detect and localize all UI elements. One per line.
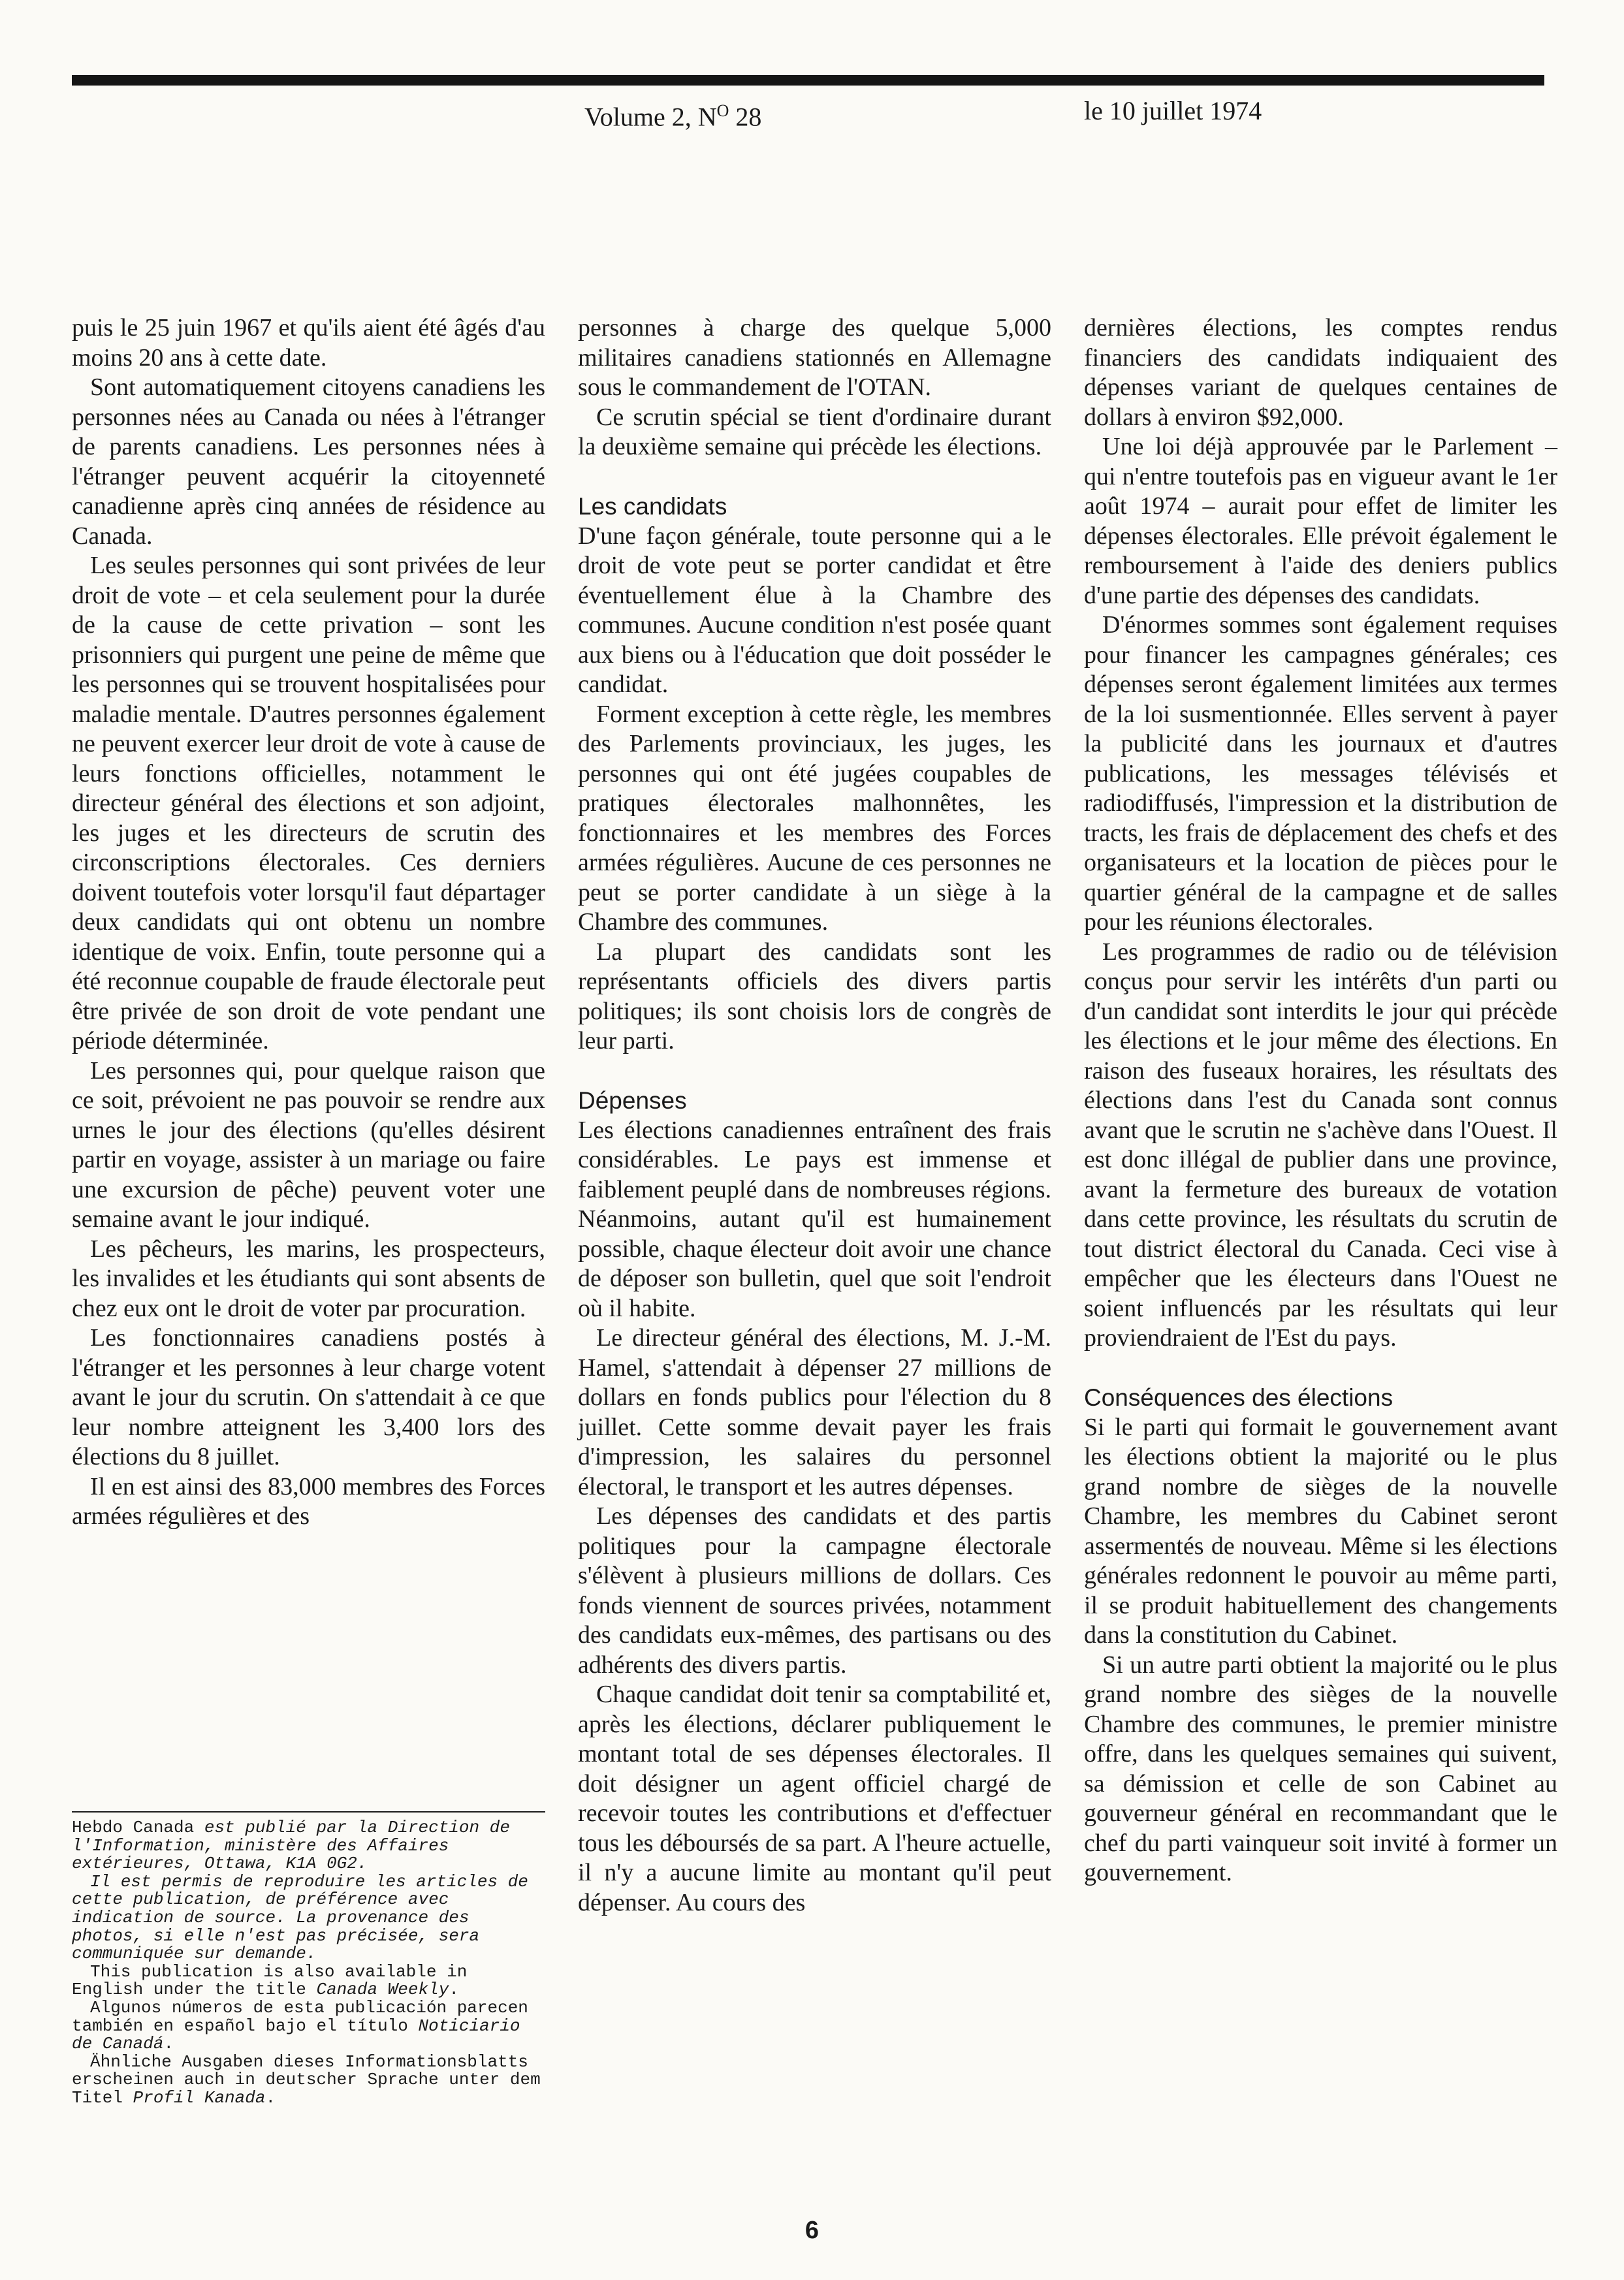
publication-notice	[72, 1811, 545, 2108]
paragraph: Les pêcheurs, les marins, les prospecteurs, les invalides et les étudiants qui sont absents de chez eux ont le droit de voter par procuration.	[72, 1235, 545, 1322]
notice-english: This publication is also available in English under the title Canada Weekly.	[72, 1961, 468, 2000]
issue-date: le 10 juillet 1974	[1084, 96, 1262, 125]
header-rule	[72, 75, 1544, 86]
paragraph: Forment exception à cette règle, les membres des Parlements provinciaux, les juges, les personnes qui ont été jugées coupables de pratiques électorales malhonnêtes, les fonctionnaires et les membres des Forces armées régulières. Aucune de ces personnes ne peut se porter candidate à un siège à la Chambre des communes.	[578, 700, 1051, 936]
paragraph: Les fonctionnaires canadiens postés à l'étranger et les personnes à leur charge votent avant le jour du scrutin. On s'attendait à ce que leur nombre atteignent les 3,400 lors des élections du 8 juillet.	[72, 1324, 545, 1470]
paragraph: D'une façon générale, toute personne qui a le droit de vote peut se porter candidat et être éventuellement élue à la Chambre des communes. Aucune condition n'est posée quant aux biens ou à l'éducation que doit posséder le candidat.	[578, 522, 1051, 698]
section-spacer	[578, 462, 1051, 492]
section-spacer	[578, 1056, 1051, 1086]
paragraph: Une loi déjà approuvée par le Parlement – qui n'entre toutefois pas en vigueur avant le 1er août 1974 – aurait pour effet de limiter les dépenses électorales. Elle prévoit également le remboursement à l'aide des deniers publics d'une partie des dépenses des candidats.	[1084, 433, 1557, 609]
paragraph: Ce scrutin spécial se tient d'ordinaire durant la deuxième semaine qui précède les élections.	[578, 403, 1051, 460]
paragraph: Les programmes de radio ou de télévision conçus pour servir les intérêts d'un parti ou d'un candidat sont interdits le jour qui précède les élections et le jour même des élections. En raison des fuseaux horaires, les résultats des élections dans l'est du Canada sont connus avant que le scrutin ne s'achève dans l'Ouest. Il est donc illégal de publier dans une province, avant la fermeture des bureaux de votation dans cette province, les résultats du scrutin de tout district électoral du Canada. Ceci vise à empêcher que les électeurs dans l'Ouest ne soient influencés par les résultats qui leur proviendraient de l'Est du pays.	[1084, 938, 1557, 1352]
section-heading-candidats: Les candidats	[578, 493, 727, 520]
paragraph: Si un autre parti obtient la majorité ou le plus grand nombre des sièges de la nouvelle Chambre des communes, le premier ministre offre, dans les quelques semaines qui suivent, sa démission et celle de son Cabinet au gouverneur général en recommandant que le chef du parti vainqueur soit invité à former un gouvernement.	[1084, 1651, 1557, 1886]
paragraph: Les élections canadiennes entraînent des frais considérables. Le pays est immense et faiblement peuplé dans de nombreuses régions. Néanmoins, autant qu'il est humainement possible, chaque électeur doit avoir une chance de déposer son bulletin, quel que soit l'endroit où il habite.	[578, 1116, 1051, 1322]
page-number: 6	[804, 2217, 820, 2244]
paragraph: puis le 25 juin 1967 et qu'ils aient été âgés d'au moins 20 ans à cette date.	[72, 314, 545, 372]
volume-number: 28	[729, 102, 762, 132]
notice-publisher: Hebdo Canada est publié par la Direction de l'Information, ministère des Affaires extérieures, Ottawa, K1A 0G2.	[72, 1818, 510, 1874]
section-spacer	[1084, 1354, 1557, 1384]
paragraph: Sont automatiquement citoyens canadiens les personnes nées au Canada ou nées à l'étranger de parents canadiens. Les personnes nées à l'étranger peuvent acquérir la citoyenneté canadienne après cinq années de résidence au Canada.	[72, 373, 545, 550]
paragraph: personnes à charge des quelque 5,000 militaires canadiens stationnés en Allemagne sous le commandement de l'OTAN.	[578, 314, 1051, 401]
section-heading-depenses: Dépenses	[578, 1087, 687, 1114]
paragraph: Il en est ainsi des 83,000 membres des Forces armées régulières et des	[72, 1472, 545, 1530]
volume-number-sign: O	[716, 101, 729, 120]
notice-german: Ähnliche Ausgaben dieses Informationsblatts erscheinen auch in deutscher Sprache unter dem Titel Profil Kanada.	[72, 2051, 541, 2108]
paragraph: dernières élections, les comptes rendus financiers des candidats indiquaient des dépenses variant de quelques centaines de dollars à environ $92,000.	[1084, 314, 1557, 431]
notice-spanish: Algunos números de esta publicación parecen también en español bajo el título Noticiario de Canadá.	[72, 1997, 528, 2054]
column-3	[1084, 313, 1557, 1888]
section-heading-consequences: Conséquences des élections	[1084, 1384, 1393, 1411]
paragraph: Si le parti qui formait le gouvernement avant les élections obtient la majorité ou le plus grand nombre de sièges de la nouvelle Chambre, les membres du Cabinet seront assermentés de nouveau. Même si les élections générales redonnent le pouvoir au même parti, il se produit habituellement des changements dans la constitution du Cabinet.	[1084, 1413, 1557, 1649]
volume-label: Volume 2, N	[584, 102, 717, 132]
notice-reproduction: Il est permis de reproduire les articles de cette publication, de préférence avec indication de source. La provenance des photos, si elle n'est pas précisée, sera communiquée sur demande.	[72, 1871, 528, 1964]
paragraph: D'énormes sommes sont également requises pour financer les campagnes générales; ces dépenses seront également limitées aux termes de la loi susmentionnée. Elles servent à payer la publicité dans les journaux et d'autres publications, les messages télévisés et radiodiffusés, l'impression et la distribution de tracts, les frais de déplacement des chefs et des organisateurs et la location de pièces pour le quartier général de la campagne et de salles pour les réunions électorales.	[1084, 611, 1557, 936]
column-2	[578, 313, 1051, 1918]
paragraph: Chaque candidat doit tenir sa comptabilité et, après les élections, déclarer publiquement le montant total de ses dépenses électorales. Il doit désigner un agent officiel chargé de recevoir toutes les contributions et d'effectuer tous les déboursés de sa part. A l'heure actuelle, il n'y a aucune limite au montant qu'il peut dépenser. Au cours des	[578, 1681, 1051, 1916]
paragraph: Les dépenses des candidats et des partis politiques pour la campagne électorale s'élèvent à plusieurs millions de dollars. Ces fonds viennent de sources privées, notamment des candidats eux-mêmes, des partisans ou des adhérents des divers partis.	[578, 1502, 1051, 1679]
paragraph: Les personnes qui, pour quelque raison que ce soit, prévoient ne pas pouvoir se rendre aux urnes le jour des élections (qu'elles désirent partir en voyage, assister à un mariage ou faire une excursion de pêche) peuvent voter une semaine avant le jour indiqué.	[72, 1056, 545, 1233]
column-1	[72, 313, 545, 1532]
paragraph: La plupart des candidats sont les représentants officiels des divers partis politiques; ils sont choisis lors de congrès de leur parti.	[578, 938, 1051, 1054]
issue-volume	[584, 91, 761, 131]
paragraph: Les seules personnes qui sont privées de leur droit de vote – et cela seulement pour la durée de la cause de cette privation – sont les prisonniers qui purgent une peine de même que les personnes qui se trouvent hospitalisées pour maladie mentale. D'autres personnes également ne peuvent exercer leur droit de vote à cause de leurs fonctions officielles, notamment le directeur général des élections et son adjoint, les juges et les directeurs de scrutin des circonscriptions électorales. Ces derniers doivent toutefois voter lorsqu'il faut départager deux candidats qui ont obtenu un nombre identique de voix. Enfin, toute personne qui a été reconnue coupable de fraude électorale peut être privée de son droit de vote pendant une période déterminée.	[72, 552, 545, 1054]
paragraph: Le directeur général des élections, M. J.-M. Hamel, s'attendait à dépenser 27 millions de dollars en fonds publics pour l'élection du 8 juillet. Cette somme devait payer les frais d'impression, les salaires du personnel électoral, le transport et les autres dépenses.	[578, 1324, 1051, 1500]
